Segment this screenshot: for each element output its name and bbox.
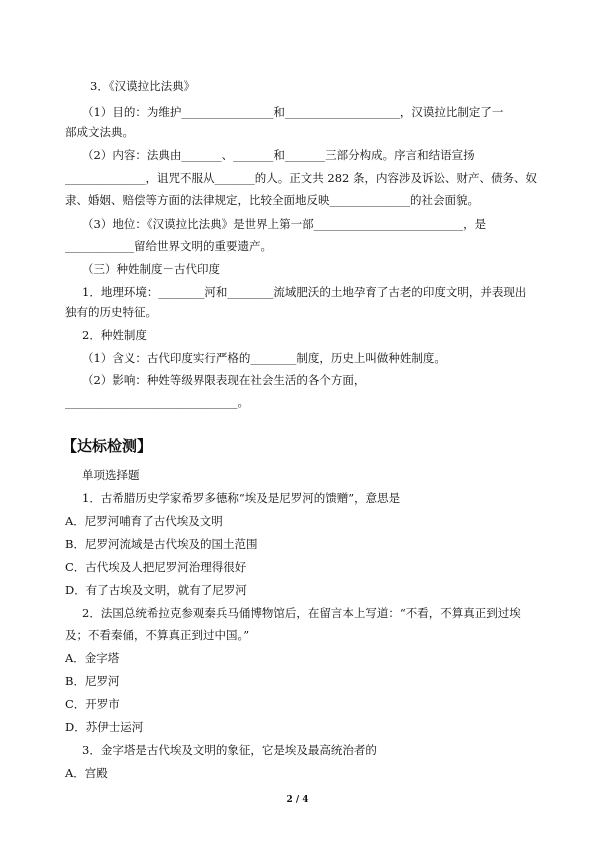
quiz-type: 单项选择题 [82,468,140,482]
caste-meaning: （1）含义：古代印度实行严格的________制度，历史上叫做种姓制度。 [82,351,446,365]
item-3-title: 3．《汉谟拉比法典》 [90,79,196,93]
q3-option-a: A．宫殿 [65,766,108,780]
question-2: 2．法国总统希拉克参观秦兵马俑博物馆后，在留言本上写道：“不看，不算真正到过埃 [82,606,521,620]
question-3: 3．金字塔是古代埃及文明的象征，它是埃及最高统治者的 [82,743,377,757]
geo-environment: 1．地理环境：________河和________流域肥沃的土地孕育了古老的印度文明，并表现出 [82,285,527,299]
item-3-purpose-cont: 部成文法典。 [65,125,134,139]
section-3-heading: （三）种姓制度－古代印度 [82,262,220,276]
caste-impact: （2）影响：种姓等级界限表现在社会生活的各个方面， [82,373,366,387]
item-3-content: （2）内容：法典由_______、_______和_______三部分构成。序言和结语宣扬 [82,148,475,162]
item-3-status-cont: ____________留给世界文明的重要遗产。 [65,239,272,253]
page-number: 2 / 4 [286,795,309,805]
section-title: 【达标检测】 [62,437,153,455]
q2-option-d: D．苏伊士运河 [65,720,144,734]
geo-environment-cont: 独有的历史特征。 [65,305,157,319]
q2-option-c: C．开罗市 [65,697,120,711]
q2-option-b: B．尼罗河 [65,674,120,688]
q1-option-c: C．古代埃及人把尼罗河治理得很好 [65,560,247,574]
item-3-status: （3）地位：《汉谟拉比法典》是世界上第一部__________________________，是 [82,217,487,231]
q2-option-a: A．金字塔 [65,651,120,665]
q1-option-d: D．有了古埃及文明，就有了尼罗河 [65,583,247,597]
item-3-purpose: （1）目的：为维护________________和____________________，汉谟拉比制定了一 [82,105,504,119]
caste-impact-cont: ______________________________。 [65,395,249,409]
caste-system-title: 2．种姓制度 [82,328,147,342]
item-3-content-cont2: 隶、婚姻、赔偿等方面的法律规定，比较全面地反映______________的社会面貌。 [65,193,479,207]
q1-option-a: A．尼罗河哺育了古代埃及文明 [65,514,223,528]
question-2-cont: 及；不看秦俑，不算真正到过中国。” [65,628,250,642]
question-1: 1．古希腊历史学家希罗多德称“埃及是尼罗河的馈赠”，意思是 [82,491,401,505]
q1-option-b: B．尼罗河流域是古代埃及的国土范围 [65,537,258,551]
item-3-content-cont1: ______________，诅咒不服从_______的人。正文共 282 条，内容涉及诉讼、财产、债务、奴 [65,171,538,185]
